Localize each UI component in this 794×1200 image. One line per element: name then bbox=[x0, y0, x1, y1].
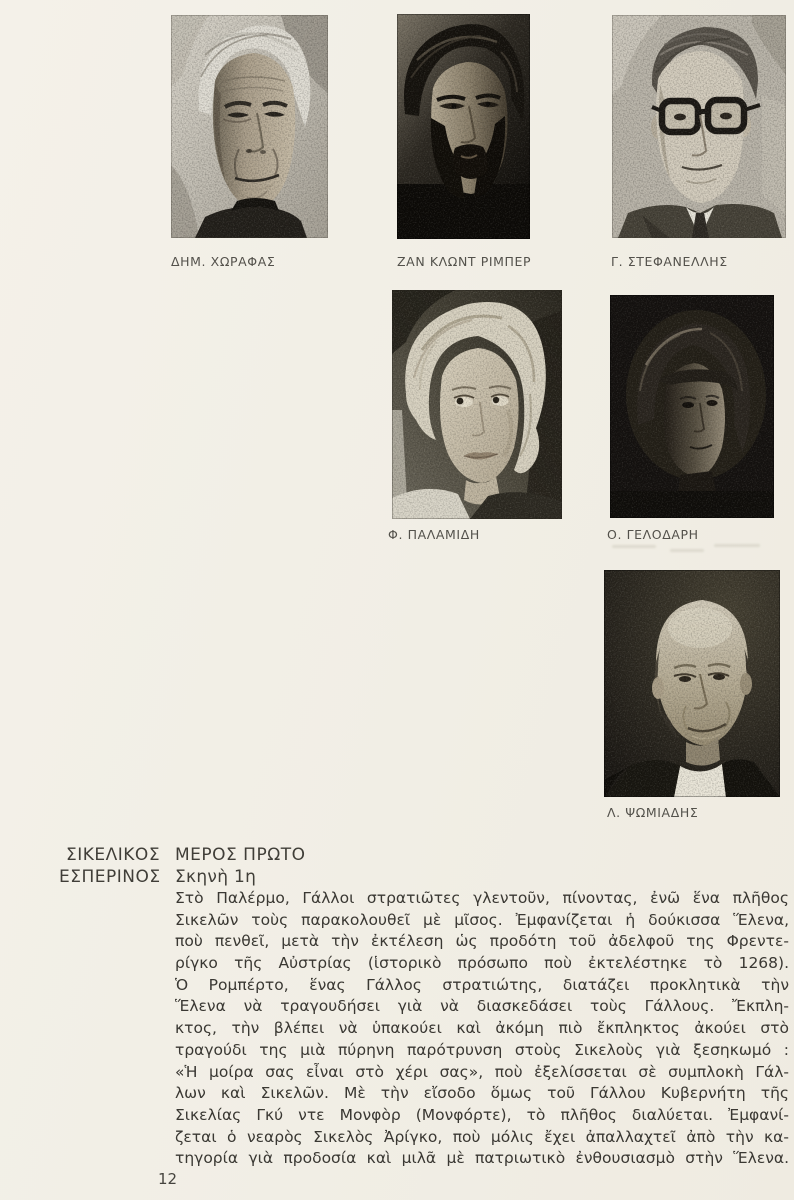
synopsis-line: ρίγκο τῆς Αὐστρίας (ἱστορικὸ πρόσωπο ποὺ ἐκτελέστηκε τὸ 1268). bbox=[175, 954, 789, 973]
synopsis-paragraph bbox=[175, 888, 789, 1170]
cast-photo-gelodari bbox=[610, 295, 774, 518]
cast-photo-stefanellis bbox=[612, 15, 786, 238]
portrait-stefanellis-image bbox=[612, 15, 786, 238]
synopsis-line: «Ἡ μοίρα σας εἶναι στὸ χέρι σας», ποὺ ἐξελίσσεται σὲ συμπλοκὴ Γάλ- bbox=[175, 1062, 789, 1081]
portrait-gelodari-image bbox=[610, 295, 774, 518]
show-through-mark bbox=[670, 549, 704, 552]
photo-caption-psomiadis: Λ. ΨΩΜΙΑΔΗΣ bbox=[607, 805, 699, 820]
synopsis-line: Ἕλενα νὰ τραγουδήσει γιὰ νὰ διασκεδάσει τοὺς Γάλλους. Ἔκπλη- bbox=[175, 997, 789, 1016]
synopsis-line: Ὁ Ρομπέρτο, ἕνας Γάλλος στρατιώτης, διατάζει προκλητικὰ τὴν bbox=[175, 975, 789, 994]
work-title-line-1: ΣΙΚΕΛΙΚΟΣ bbox=[66, 845, 161, 865]
photo-caption-palamidi: Φ. ΠΑΛΑΜΙΔΗ bbox=[388, 527, 480, 542]
photo-caption-rimper: ΖΑΝ ΚΛΩΝΤ ΡΙΜΠΕΡ bbox=[397, 254, 532, 269]
portrait-chorafas-image bbox=[171, 15, 328, 238]
synopsis-line: ζεται ὁ νεαρὸς Σικελὸς Ἀρίγκο, ποὺ μόλις ἔχει ἀπαλλαχτεῖ ἀπὸ τὴν κα- bbox=[175, 1127, 789, 1146]
portrait-psomiadis-image bbox=[604, 570, 780, 797]
cast-photo-chorafas bbox=[171, 15, 328, 238]
portrait-rimper-image bbox=[397, 14, 530, 239]
show-through-mark bbox=[612, 545, 656, 548]
synopsis-line: λων καὶ Σικελῶν. Μὲ τὴν εἴσοδο ὅμως τοῦ Γάλλου Κυβερνήτη τῆς bbox=[175, 1084, 789, 1103]
cast-photo-psomiadis bbox=[604, 570, 780, 797]
photo-caption-gelodari: Ο. ΓΕΛΟΔΑΡΗ bbox=[607, 527, 699, 542]
synopsis-line: τραγούδι της μιὰ πύρηνη παρότρυνση στοὺς Σικελοὺς γιὰ ξεσηκωμό : bbox=[175, 1040, 789, 1059]
synopsis-line: ποὺ πενθεῖ, μετὰ τὴν ἐκτέλεση ὡς προδότη τοῦ ἀδελφοῦ της Φρεντε- bbox=[175, 932, 789, 951]
show-through-mark bbox=[714, 544, 760, 547]
portrait-palamidi-image bbox=[392, 290, 562, 519]
page-number: 12 bbox=[158, 1170, 178, 1188]
synopsis-line: τηγορία γιὰ προδοσία καὶ μιλᾶ μὲ πατριωτικὸ ἐνθουσιασμὸ στὴν Ἕλενα. bbox=[175, 1149, 789, 1168]
scene-heading: Σκηνὴ 1η bbox=[175, 867, 257, 887]
synopsis-line: Σικελίας Γκύ ντε Μονφὸρ (Μονφόρτε), τὸ πλῆθος διαλύεται. Ἐμφανί- bbox=[175, 1105, 789, 1124]
part-heading: ΜΕΡΟΣ ΠΡΩΤΟ bbox=[175, 845, 306, 865]
synopsis-line: Σικελῶν τοὺς παρακολουθεῖ μὲ μῖσος. Ἐμφανίζεται ἡ δούκισσα Ἕλενα, bbox=[175, 910, 789, 929]
synopsis-line: Στὸ Παλέρμο, Γάλλοι στρατιῶτες γλεντοῦν, πίνοντας, ἐνῶ ἕνα πλῆθος bbox=[175, 889, 789, 907]
work-title-line-2: ΕΣΠΕΡΙΝΟΣ bbox=[59, 867, 161, 887]
synopsis-line: κτος, τὴν βλέπει νὰ ὑπακούει καὶ ἀκόμη πιὸ ἔκπληκτος ἀκούει στὸ bbox=[175, 1019, 789, 1038]
cast-photo-palamidi bbox=[392, 290, 562, 519]
photo-caption-stefanellis: Γ. ΣΤΕΦΑΝΕΛΛΗΣ bbox=[611, 254, 728, 269]
cast-photo-rimper bbox=[397, 14, 530, 239]
photo-caption-chorafas: ΔΗΜ. ΧΩΡΑΦΑΣ bbox=[171, 254, 276, 269]
